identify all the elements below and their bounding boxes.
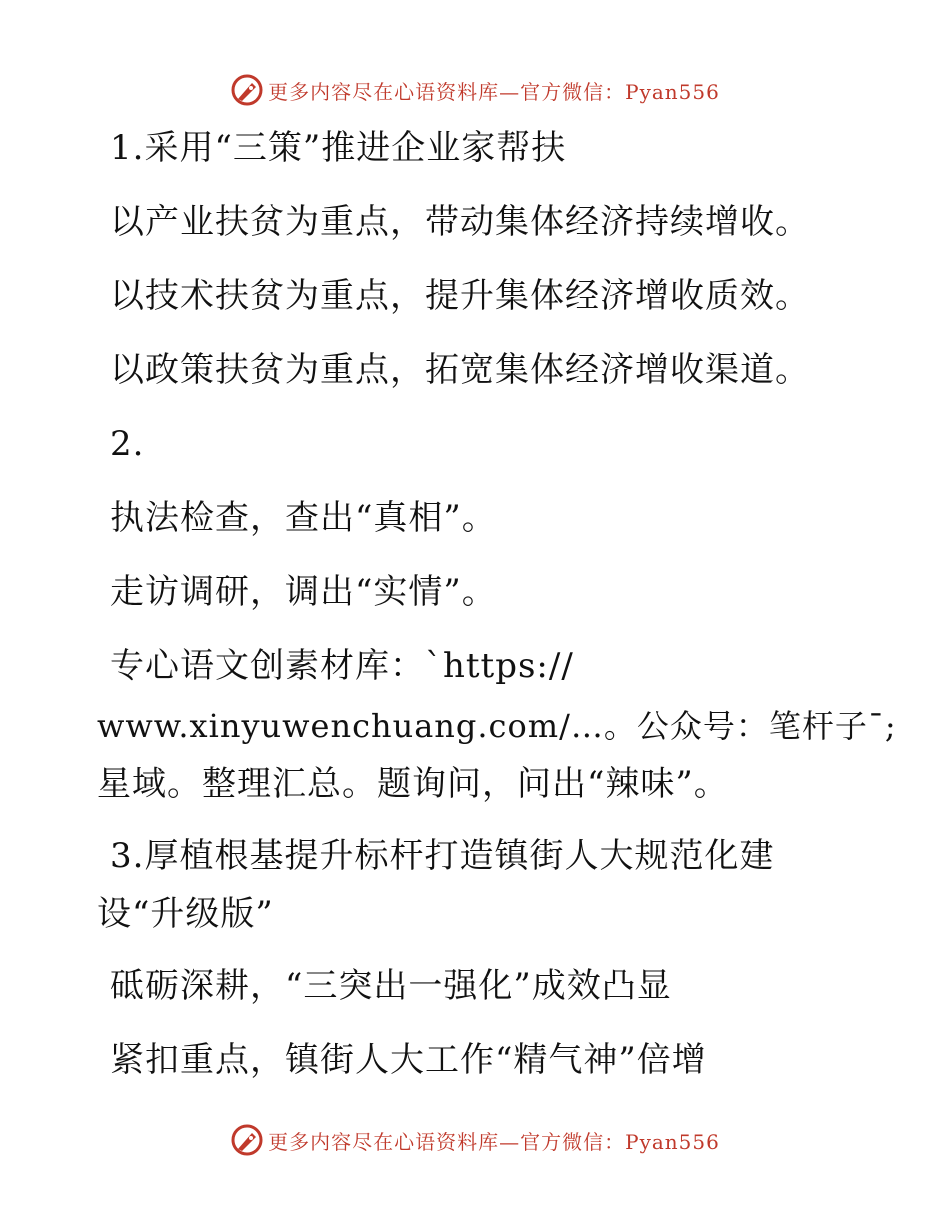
heading-1: 1.采用“三策”推进企业家帮扶 bbox=[110, 128, 567, 168]
paragraph-line: 以产业扶贫为重点，带动集体经济持续增收。 bbox=[110, 202, 810, 242]
heading-3: 3.厚植根基提升标杆打造镇街人大规范化建 bbox=[110, 836, 775, 876]
paragraph-line: www.xinyuwenchuang.com/…。公众号：笔杆子¯; bbox=[97, 707, 897, 745]
paragraph-line: 砥砺深耕，“三突出一强化”成效凸显 bbox=[110, 966, 672, 1006]
paragraph-line: 走访调研，调出“实情”。 bbox=[110, 572, 497, 612]
footer-banner-text: 更多内容尽在心语资料库—官方微信：Pyan556 bbox=[268, 1129, 720, 1154]
pen-logo-icon bbox=[230, 1123, 264, 1157]
paragraph-line: 星域。整理汇总。题询问，问出“辣味”。 bbox=[97, 764, 729, 804]
heading-2: 2. bbox=[110, 424, 145, 464]
paragraph-line: 紧扣重点，镇街人大工作“精气神”倍增 bbox=[110, 1040, 707, 1080]
pen-logo-icon bbox=[230, 73, 264, 107]
paragraph-line: 以政策扶贫为重点，拓宽集体经济增收渠道。 bbox=[110, 350, 810, 390]
paragraph-line: 执法检查，查出“真相”。 bbox=[110, 498, 497, 538]
heading-3-continued: 设“升级版” bbox=[97, 894, 274, 934]
header-banner-text: 更多内容尽在心语资料库—官方微信：Pyan556 bbox=[268, 79, 720, 104]
paragraph-line: 专心语文创素材库：`https:// bbox=[110, 646, 574, 686]
paragraph-line: 以技术扶贫为重点，提升集体经济增收质效。 bbox=[110, 276, 810, 316]
header-banner bbox=[0, 70, 950, 110]
footer-banner bbox=[0, 1120, 950, 1160]
